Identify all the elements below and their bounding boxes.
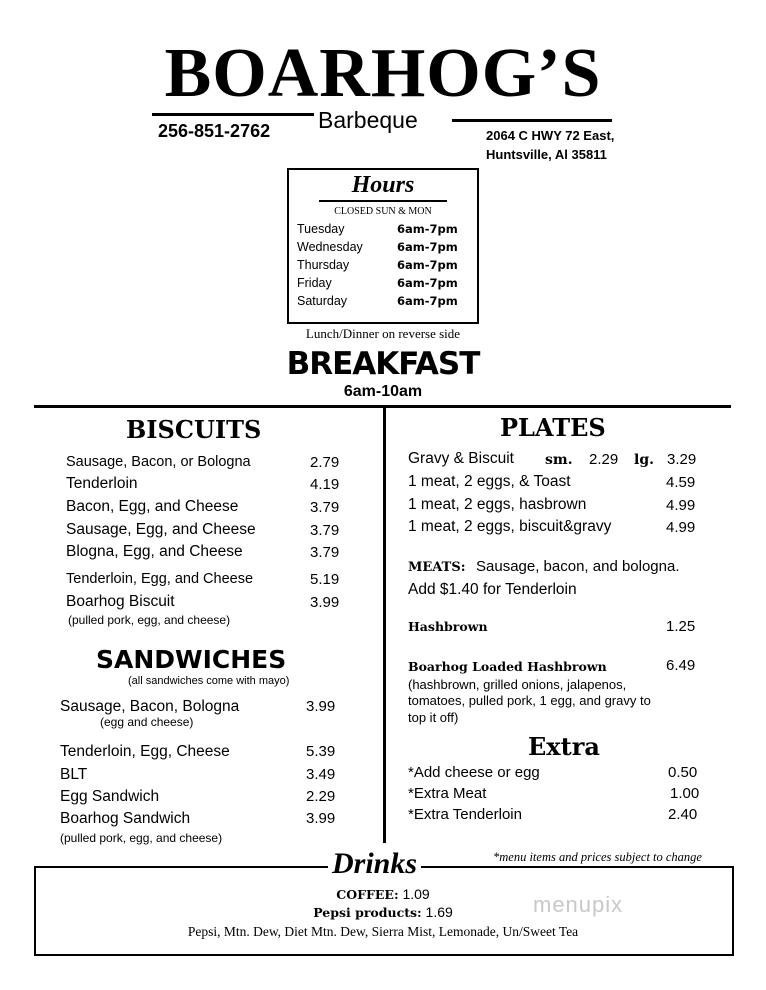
hours-day: Wednesday bbox=[297, 240, 363, 254]
breakfast-hours: 6am-10am bbox=[343, 383, 423, 400]
biscuit-item-name: Tenderloin, Egg, and Cheese bbox=[66, 571, 254, 587]
biscuit-item-price: 3.79 bbox=[310, 522, 340, 539]
plate-item-price-large: 3.29 bbox=[667, 451, 697, 468]
extra-item-price: 1.00 bbox=[670, 785, 700, 802]
biscuit-item-price: 5.19 bbox=[310, 571, 340, 588]
hours-row bbox=[297, 294, 469, 312]
plate-item-price-small: 2.29 bbox=[589, 451, 619, 468]
size-label-small: sm. bbox=[545, 452, 573, 468]
header-rule-right bbox=[452, 119, 612, 122]
hashbrown-price: 1.25 bbox=[666, 618, 696, 635]
plate-item-price: 4.99 bbox=[666, 519, 696, 536]
plate-item-name: 1 meat, 2 eggs, hasbrown bbox=[408, 496, 587, 513]
biscuits-title: BISCUITS bbox=[126, 415, 262, 444]
biscuit-item-price: 3.79 bbox=[310, 499, 340, 516]
loaded-hashbrown-name: Boarhog Loaded Hashbrown bbox=[408, 659, 607, 674]
hours-title-underline bbox=[319, 200, 447, 202]
reverse-side-note: Lunch/Dinner on reverse side bbox=[305, 326, 461, 341]
plate-item-name: 1 meat, 2 eggs, & Toast bbox=[408, 473, 571, 490]
watermark: menupix bbox=[533, 892, 624, 917]
drink-list: Pepsi, Mtn. Dew, Diet Mtn. Dew, Sierra Mist, Lemonade, Un/Sweet Tea bbox=[187, 924, 579, 939]
hours-row bbox=[297, 222, 469, 240]
hours-row bbox=[297, 258, 469, 276]
hours-time: 6am-7pm bbox=[397, 276, 458, 290]
hours-row bbox=[297, 276, 469, 294]
biscuit-item-name: Boarhog Biscuit bbox=[66, 593, 175, 610]
sandwich-item-name: Boarhog Sandwich bbox=[60, 810, 191, 827]
hours-time: 6am-7pm bbox=[397, 294, 458, 308]
loaded-hashbrown-desc: top it off) bbox=[408, 710, 459, 725]
coffee-line bbox=[0, 886, 766, 902]
drinks-title: Drinks bbox=[328, 848, 421, 880]
extra-item-price: 0.50 bbox=[668, 764, 698, 781]
sandwich-item-name: Egg Sandwich bbox=[60, 788, 160, 805]
address-line-1: 2064 C HWY 72 East, bbox=[486, 128, 615, 143]
restaurant-subtitle: Barbeque bbox=[318, 107, 418, 133]
hours-title: Hours bbox=[351, 172, 415, 198]
biscuit-item-name: Tenderloin bbox=[66, 475, 138, 492]
hours-closed-note: CLOSED SUN & MON bbox=[334, 206, 432, 217]
meats-text: Sausage, bacon, and bologna. bbox=[476, 558, 680, 575]
sandwich-item-price: 3.99 bbox=[306, 698, 336, 715]
sandwich-item-name: Sausage, Bacon, Bologna bbox=[60, 698, 240, 715]
loaded-hashbrown-desc: (hashbrown, grilled onions, jalapenos, bbox=[408, 677, 627, 692]
hours-day: Tuesday bbox=[297, 222, 345, 236]
plate-item-price: 4.59 bbox=[666, 474, 696, 491]
header-rule-left bbox=[152, 113, 314, 116]
pepsi-line bbox=[0, 904, 766, 920]
extra-item-name: *Add cheese or egg bbox=[408, 764, 540, 781]
extra-item-price: 2.40 bbox=[668, 806, 698, 823]
plates-title: PLATES bbox=[500, 413, 606, 442]
biscuit-item-price: 4.19 bbox=[310, 476, 340, 493]
plate-item-name: Gravy & Biscuit bbox=[408, 450, 514, 467]
price-disclaimer: *menu items and prices subject to change bbox=[493, 850, 702, 864]
hours-row bbox=[297, 240, 469, 258]
size-label-large: lg. bbox=[634, 452, 654, 468]
sandwich-item-price: 3.49 bbox=[306, 766, 336, 783]
sandwich-item-name: BLT bbox=[60, 766, 88, 783]
hours-day: Thursday bbox=[297, 258, 350, 272]
sandwich-item-price: 2.29 bbox=[306, 788, 336, 805]
hours-day: Friday bbox=[297, 276, 332, 290]
sandwich-item-name: Tenderloin, Egg, Cheese bbox=[60, 743, 230, 760]
sandwich-item-price: 5.39 bbox=[306, 743, 336, 760]
hours-day: Saturday bbox=[297, 294, 348, 308]
biscuit-item-name: Bacon, Egg, and Cheese bbox=[66, 498, 239, 515]
plate-item-name: 1 meat, 2 eggs, biscuit&gravy bbox=[408, 518, 612, 535]
sandwich-item-note: (egg and cheese) bbox=[100, 715, 194, 729]
hours-time: 6am-7pm bbox=[397, 222, 458, 236]
biscuit-item-name: Blogna, Egg, and Cheese bbox=[66, 543, 243, 560]
hours-box bbox=[287, 168, 479, 324]
biscuit-item-price: 3.79 bbox=[310, 544, 340, 561]
sandwiches-title: SANDWICHES bbox=[96, 645, 287, 674]
loaded-hashbrown-desc: tomatoes, pulled pork, 1 egg, and gravy to bbox=[408, 693, 651, 708]
plate-item-price: 4.99 bbox=[666, 497, 696, 514]
meats-add-note: Add $1.40 for Tenderloin bbox=[408, 581, 577, 598]
biscuit-item-name: Sausage, Bacon, or Bologna bbox=[66, 454, 251, 470]
pepsi-label: Pepsi products: bbox=[313, 905, 422, 920]
extra-item-name: *Extra Tenderloin bbox=[408, 806, 522, 823]
hours-time: 6am-7pm bbox=[397, 240, 458, 254]
address-line-2: Huntsville, Al 35811 bbox=[486, 147, 607, 162]
column-divider bbox=[383, 407, 386, 843]
extra-title: Extra bbox=[528, 732, 600, 761]
sandwich-item-price: 3.99 bbox=[306, 810, 336, 827]
sandwich-item-note: (pulled pork, egg, and cheese) bbox=[60, 831, 223, 845]
hashbrown-name: Hashbrown bbox=[408, 619, 488, 634]
biscuit-item-price: 3.99 bbox=[310, 594, 340, 611]
biscuit-item-price: 2.79 bbox=[310, 454, 340, 471]
meats-label: MEATS: bbox=[408, 560, 466, 575]
sandwiches-note: (all sandwiches come with mayo) bbox=[128, 675, 290, 687]
pepsi-price: 1.69 bbox=[425, 904, 453, 920]
extra-item-name: *Extra Meat bbox=[408, 785, 487, 802]
phone-number: 256-851-2762 bbox=[158, 121, 271, 141]
coffee-price: 1.09 bbox=[402, 886, 430, 902]
restaurant-name: BOARHOG’S bbox=[164, 35, 602, 112]
loaded-hashbrown-price: 6.49 bbox=[666, 657, 696, 674]
breakfast-title: BREAKFAST bbox=[286, 346, 480, 382]
hours-time: 6am-7pm bbox=[397, 258, 458, 272]
biscuit-item-note: (pulled pork, egg, and cheese) bbox=[68, 613, 231, 627]
biscuit-item-name: Sausage, Egg, and Cheese bbox=[66, 521, 256, 538]
coffee-label: COFFEE: bbox=[336, 887, 399, 902]
